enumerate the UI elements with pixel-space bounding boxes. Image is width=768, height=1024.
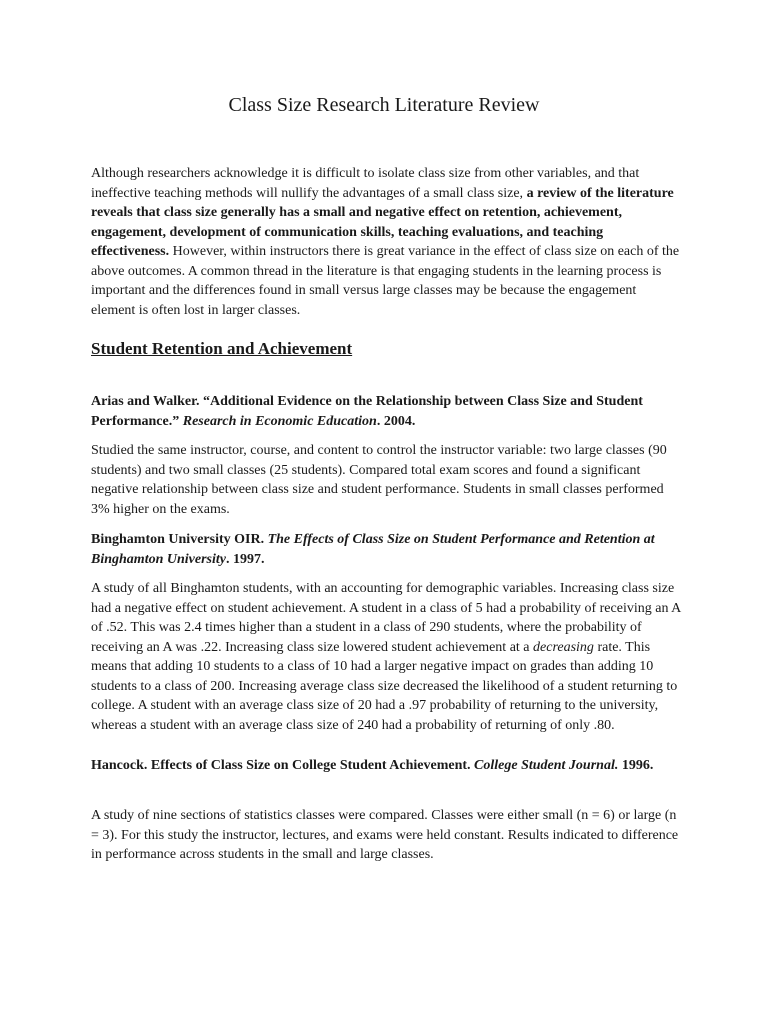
summary-emphasis: decreasing xyxy=(533,639,594,655)
reference-year: . 1997. xyxy=(225,551,265,567)
summary-text-before: A study of all Binghamton students, with an accounting for demographic variables. Increasing class size had a negative effect on student achievement. A student in a class of 5 had a probability of receiving an A of .52. This was 2.4 times higher than a student in a class of 290 students, where the probability of receiving an A was .22. Increasing class size lowered student achievement at a xyxy=(91,581,681,655)
reference-journal: College Student Journal. xyxy=(474,758,619,773)
reference-year: . 2004. xyxy=(376,413,416,429)
intro-paragraph xyxy=(91,164,681,320)
reference-binghamton xyxy=(91,530,681,569)
reference-arias-walker xyxy=(91,392,681,431)
reference-main: Arias and Walker. “Additional Evidence on the Relationship between Class Size and Student Performance.” xyxy=(91,394,643,429)
reference-year: 1996. xyxy=(618,758,654,773)
summary-text-after: rate. This means that adding 10 students to a class of 10 had a larger negative impact on grades than adding 10 students to a class of 200. Increasing average class size decreased the likelihood of a student returning to college. A student with an average class size of 20 had a .97 probability of returning to the university, whereas a student with an average class size of 240 had a probability of returning of only .80. xyxy=(91,639,678,733)
intro-tail: However, within instructors there is great variance in the effect of class size on each of the above outcomes. A common thread in the literature is that engaging students in the learning process is important and the differences found in small versus large classes may be because the engagement element is often lost in larger classes. xyxy=(91,244,680,318)
intro-lead: Although researchers acknowledge it is difficult to isolate class size from other variables, and that ineffective teaching methods will nullify the advantages of a small class size, xyxy=(91,166,640,201)
reference-journal: Research in Economic Education xyxy=(182,413,377,429)
reference-title: The Effects of Class Size on Student Performance and Retention at Binghamton University xyxy=(91,532,655,567)
summary-hancock: A study of nine sections of statistics classes were compared. Classes were either small (n = 6) or large (n = 3). For this study the instructor, lectures, and exams were held constant. Results indicated to difference in performance across students in the small and large classes. xyxy=(91,808,679,862)
intro-bold: a review of the literature reveals that class size generally has a small and negative effect on retention, achievement, engagement, development of communication skills, teaching evaluations, and teaching effectiveness. xyxy=(91,185,674,259)
reference-hancock xyxy=(91,756,681,776)
reference-main: Hancock. Effects of Class Size on College Student Achievement. xyxy=(91,758,475,773)
reference-main: Binghamton University OIR. xyxy=(91,532,268,547)
document-title: Class Size Research Literature Review xyxy=(228,94,540,116)
summary-binghamton xyxy=(91,579,681,735)
summary-arias-walker: Studied the same instructor, course, and content to control the instructor variable: two large classes (90 students) and two small classes (25 students). Compared total exam scores and found a significant negative relationship between class size and student performance. Students in small classes performed 3% higher on the exams. xyxy=(91,443,667,517)
section-heading: Student Retention and Achievement xyxy=(91,339,353,358)
